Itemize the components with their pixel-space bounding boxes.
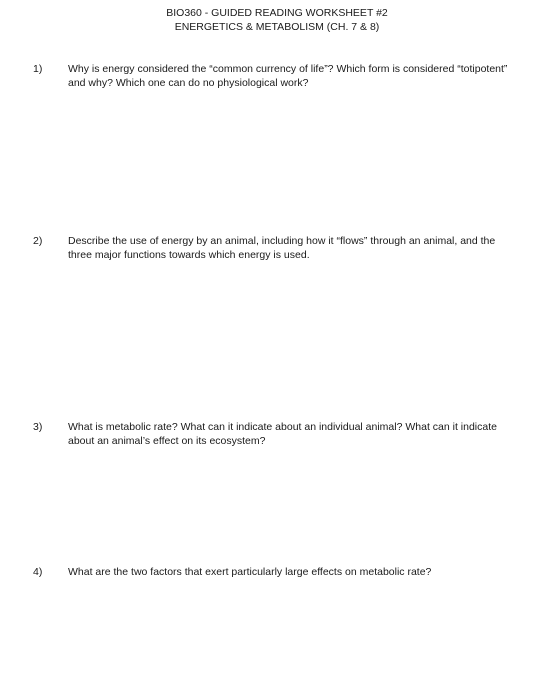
- worksheet-subtitle: ENERGETICS & METABOLISM (CH. 7 & 8): [174, 21, 380, 33]
- question-text: What is metabolic rate? What can it indicate about an individual animal? What can it indicate about an animal’s effect on its ecosystem?: [68, 421, 497, 447]
- question-text: Why is energy considered the “common currency of life”? Which form is considered “totipotent” and why? Which one can do no physiological work?: [68, 63, 508, 89]
- worksheet-title: BIO360 - GUIDED READING WORKSHEET #2: [166, 7, 388, 19]
- worksheet-header: [0, 6, 554, 34]
- question-number: 4): [33, 566, 43, 578]
- question-number: 2): [33, 235, 43, 247]
- question-text: What are the two factors that exert particularly large effects on metabolic rate?: [68, 566, 432, 578]
- question-text: Describe the use of energy by an animal, including how it “flows” through an animal, and the three major functions towards which energy is used.: [68, 235, 496, 261]
- question-number: 1): [33, 63, 43, 75]
- question-number: 3): [33, 421, 43, 433]
